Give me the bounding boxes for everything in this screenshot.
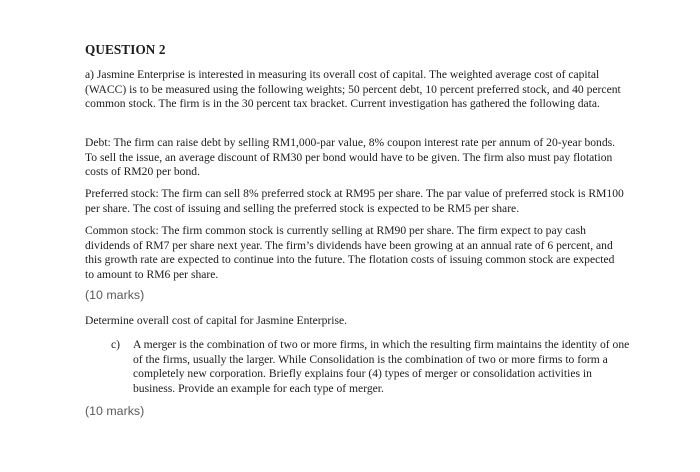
marks-part-c: (10 marks) <box>85 404 145 418</box>
part-c-item <box>111 338 631 396</box>
part-c-text: A merger is the combination of two or more firms, in which the resulting firm maintains the identity of one of the firms, usually the larger. While Consolidation is the combination of two or more firms to form a completely new corporation. Briefly explains four (4) types of merger or consolidation activities in business. Provide an example for each type of merger. <box>133 338 630 395</box>
question-title: QUESTION 2 <box>85 42 166 57</box>
common-stock-paragraph: Common stock: The firm common stock is currently selling at RM90 per share. The firm expect to pay cash dividends of RM7 per share next year. The firm’s dividends have been growing at an annual rate of 6 percent, and this growth rate are expected to continue into the future. The flotation costs of issuing common stock are expected to amount to RM6 per share. <box>85 224 615 281</box>
preferred-stock-paragraph: Preferred stock: The firm can sell 8% preferred stock at RM95 per share. The par value of preferred stock is RM100 per share. The cost of issuing and selling the preferred stock is expected to be RM5 per share. <box>85 187 624 215</box>
part-a-paragraph: a) Jasmine Enterprise is interested in measuring its overall cost of capital. The weighted average cost of capital (WACC) is to be measured using the following weights; 50 percent debt, 10 percent preferred stock, and 40 percent common stock. The firm is in the 30 percent tax bracket. Current investigation has gathered the following data. <box>85 68 621 110</box>
part-c-label: c) <box>111 338 121 351</box>
determine-instruction: Determine overall cost of capital for Jasmine Enterprise. <box>85 314 348 327</box>
marks-part-a: (10 marks) <box>85 288 145 302</box>
debt-paragraph: Debt: The firm can raise debt by selling RM1,000-par value, 8% coupon interest rate per annum of 20-year bonds. To sell the issue, an average discount of RM30 per bond would have to be given. The firm also must pay flotation costs of RM20 per bond. <box>85 136 616 178</box>
